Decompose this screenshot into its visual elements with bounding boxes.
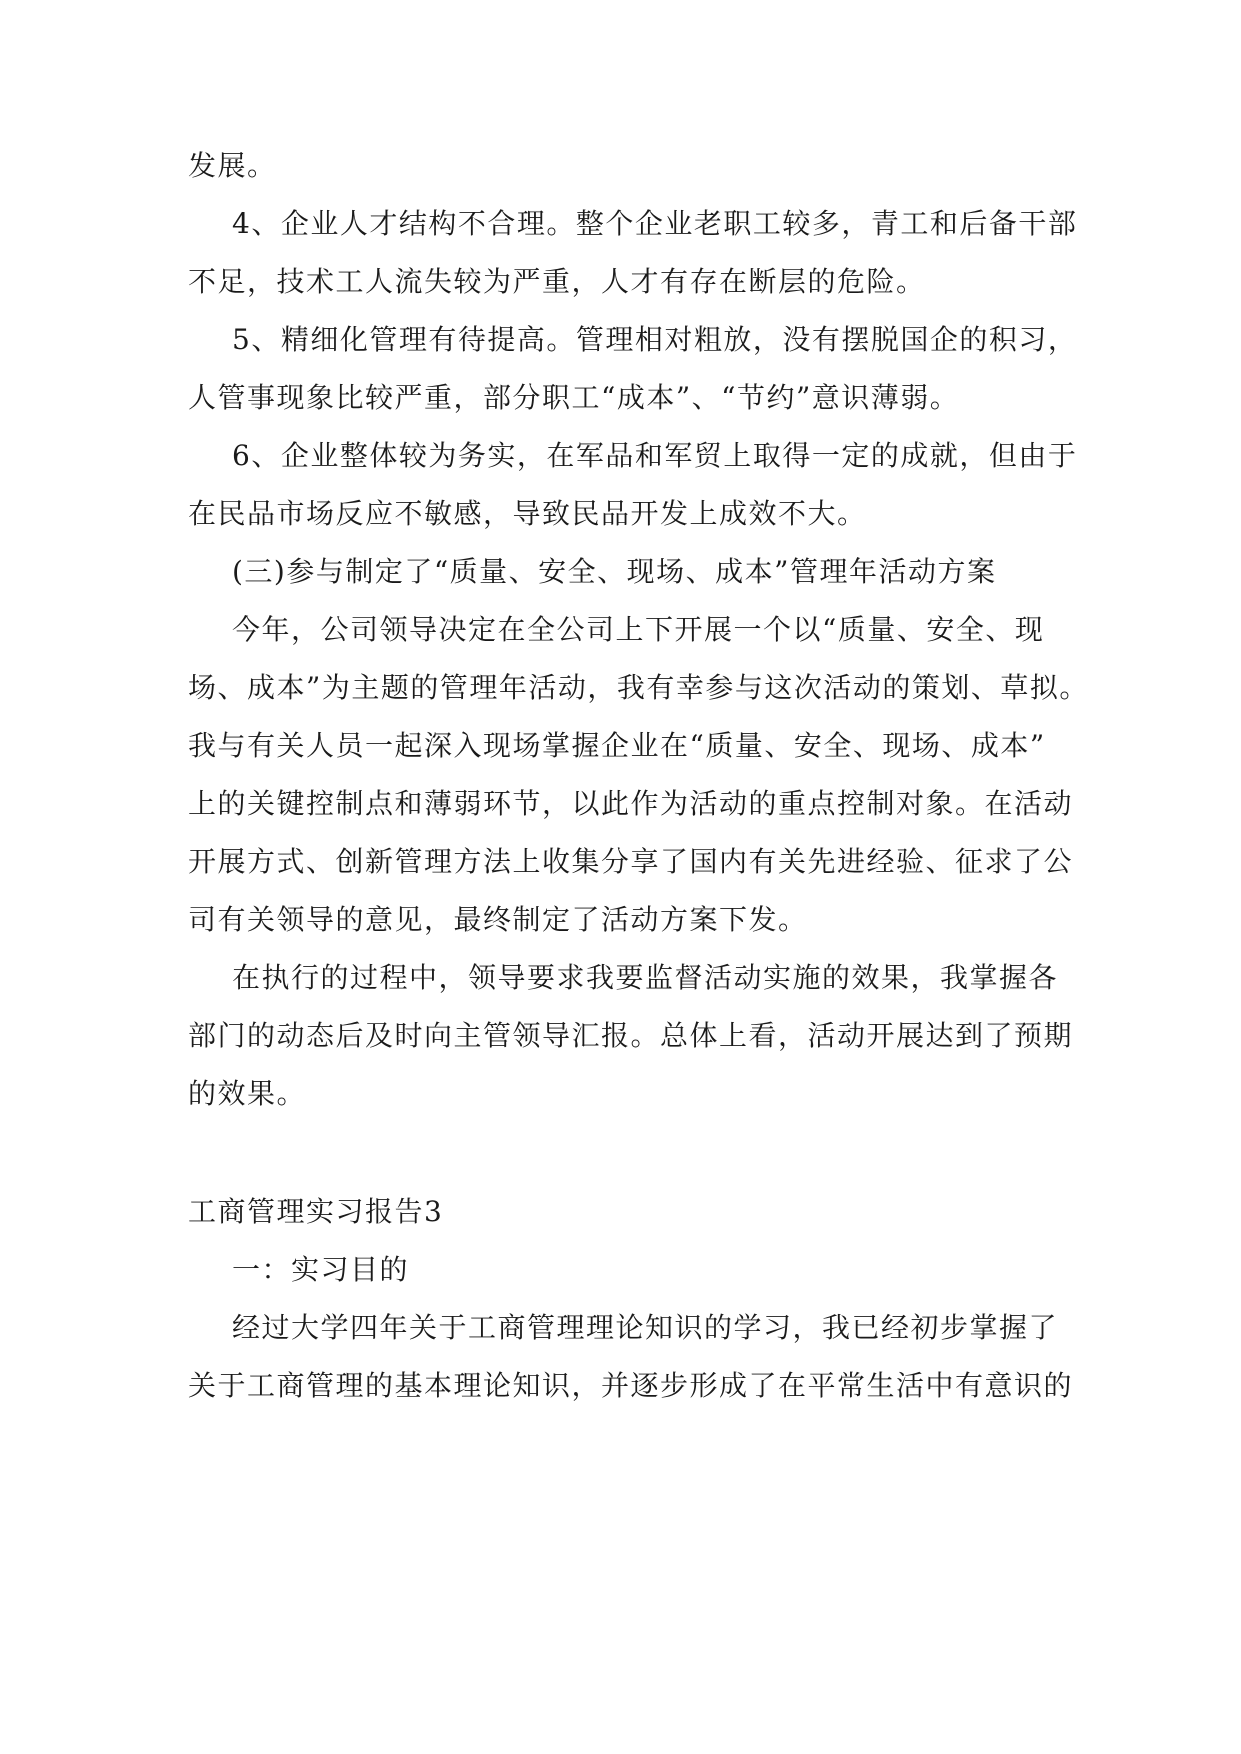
section-heading: (三)参与制定了“质量、安全、现场、成本”管理年活动方案 — [232, 555, 997, 588]
text-line: 上的关键控制点和薄弱环节，以此作为活动的重点控制对象。在活动 — [188, 787, 1074, 820]
text-line: 在执行的过程中，领导要求我要监督活动实施的效果，我掌握各 — [232, 961, 1059, 994]
text-line: 5、精细化管理有待提高。管理相对粗放，没有摆脱国企的积习， — [232, 323, 1078, 356]
text-line: 开展方式、创新管理方法上收集分享了国内有关先进经验、征求了公 — [188, 845, 1074, 878]
text-line: 不足，技术工人流失较为严重，人才有存在断层的危险。 — [188, 265, 926, 298]
text-line: 今年，公司领导决定在全公司上下开展一个以“质量、安全、现 — [232, 613, 1045, 646]
text-line: 司有关领导的意见，最终制定了活动方案下发。 — [188, 903, 808, 936]
text-line: 经过大学四年关于工商管理理论知识的学习，我已经初步掌握了 — [232, 1311, 1059, 1344]
text-line: 场、成本”为主题的管理年活动，我有幸参与这次活动的策划、草拟。 — [188, 671, 1089, 704]
text-line: 4、企业人才结构不合理。整个企业老职工较多，青工和后备干部 — [232, 207, 1078, 240]
text-line: 关于工商管理的基本理论知识，并逐步形成了在平常生活中有意识的 — [188, 1369, 1074, 1402]
text-line: 部门的动态后及时向主管领导汇报。总体上看，活动开展达到了预期 — [188, 1019, 1074, 1052]
text-line: 在民品市场反应不敏感，导致民品开发上成效不大。 — [188, 497, 867, 530]
text-line: 人管事现象比较严重，部分职工“成本”、“节约”意识薄弱。 — [188, 381, 960, 414]
text-line: 的效果。 — [188, 1077, 307, 1110]
report-title: 工商管理实习报告3 — [188, 1195, 444, 1228]
text-line: 我与有关人员一起深入现场掌握企业在“质量、安全、现场、成本” — [188, 729, 1046, 762]
section-heading: 一：实习目的 — [232, 1253, 410, 1286]
text-line: 6、企业整体较为务实，在军品和军贸上取得一定的成就，但由于 — [232, 439, 1078, 472]
text-line: 发展。 — [188, 149, 277, 182]
